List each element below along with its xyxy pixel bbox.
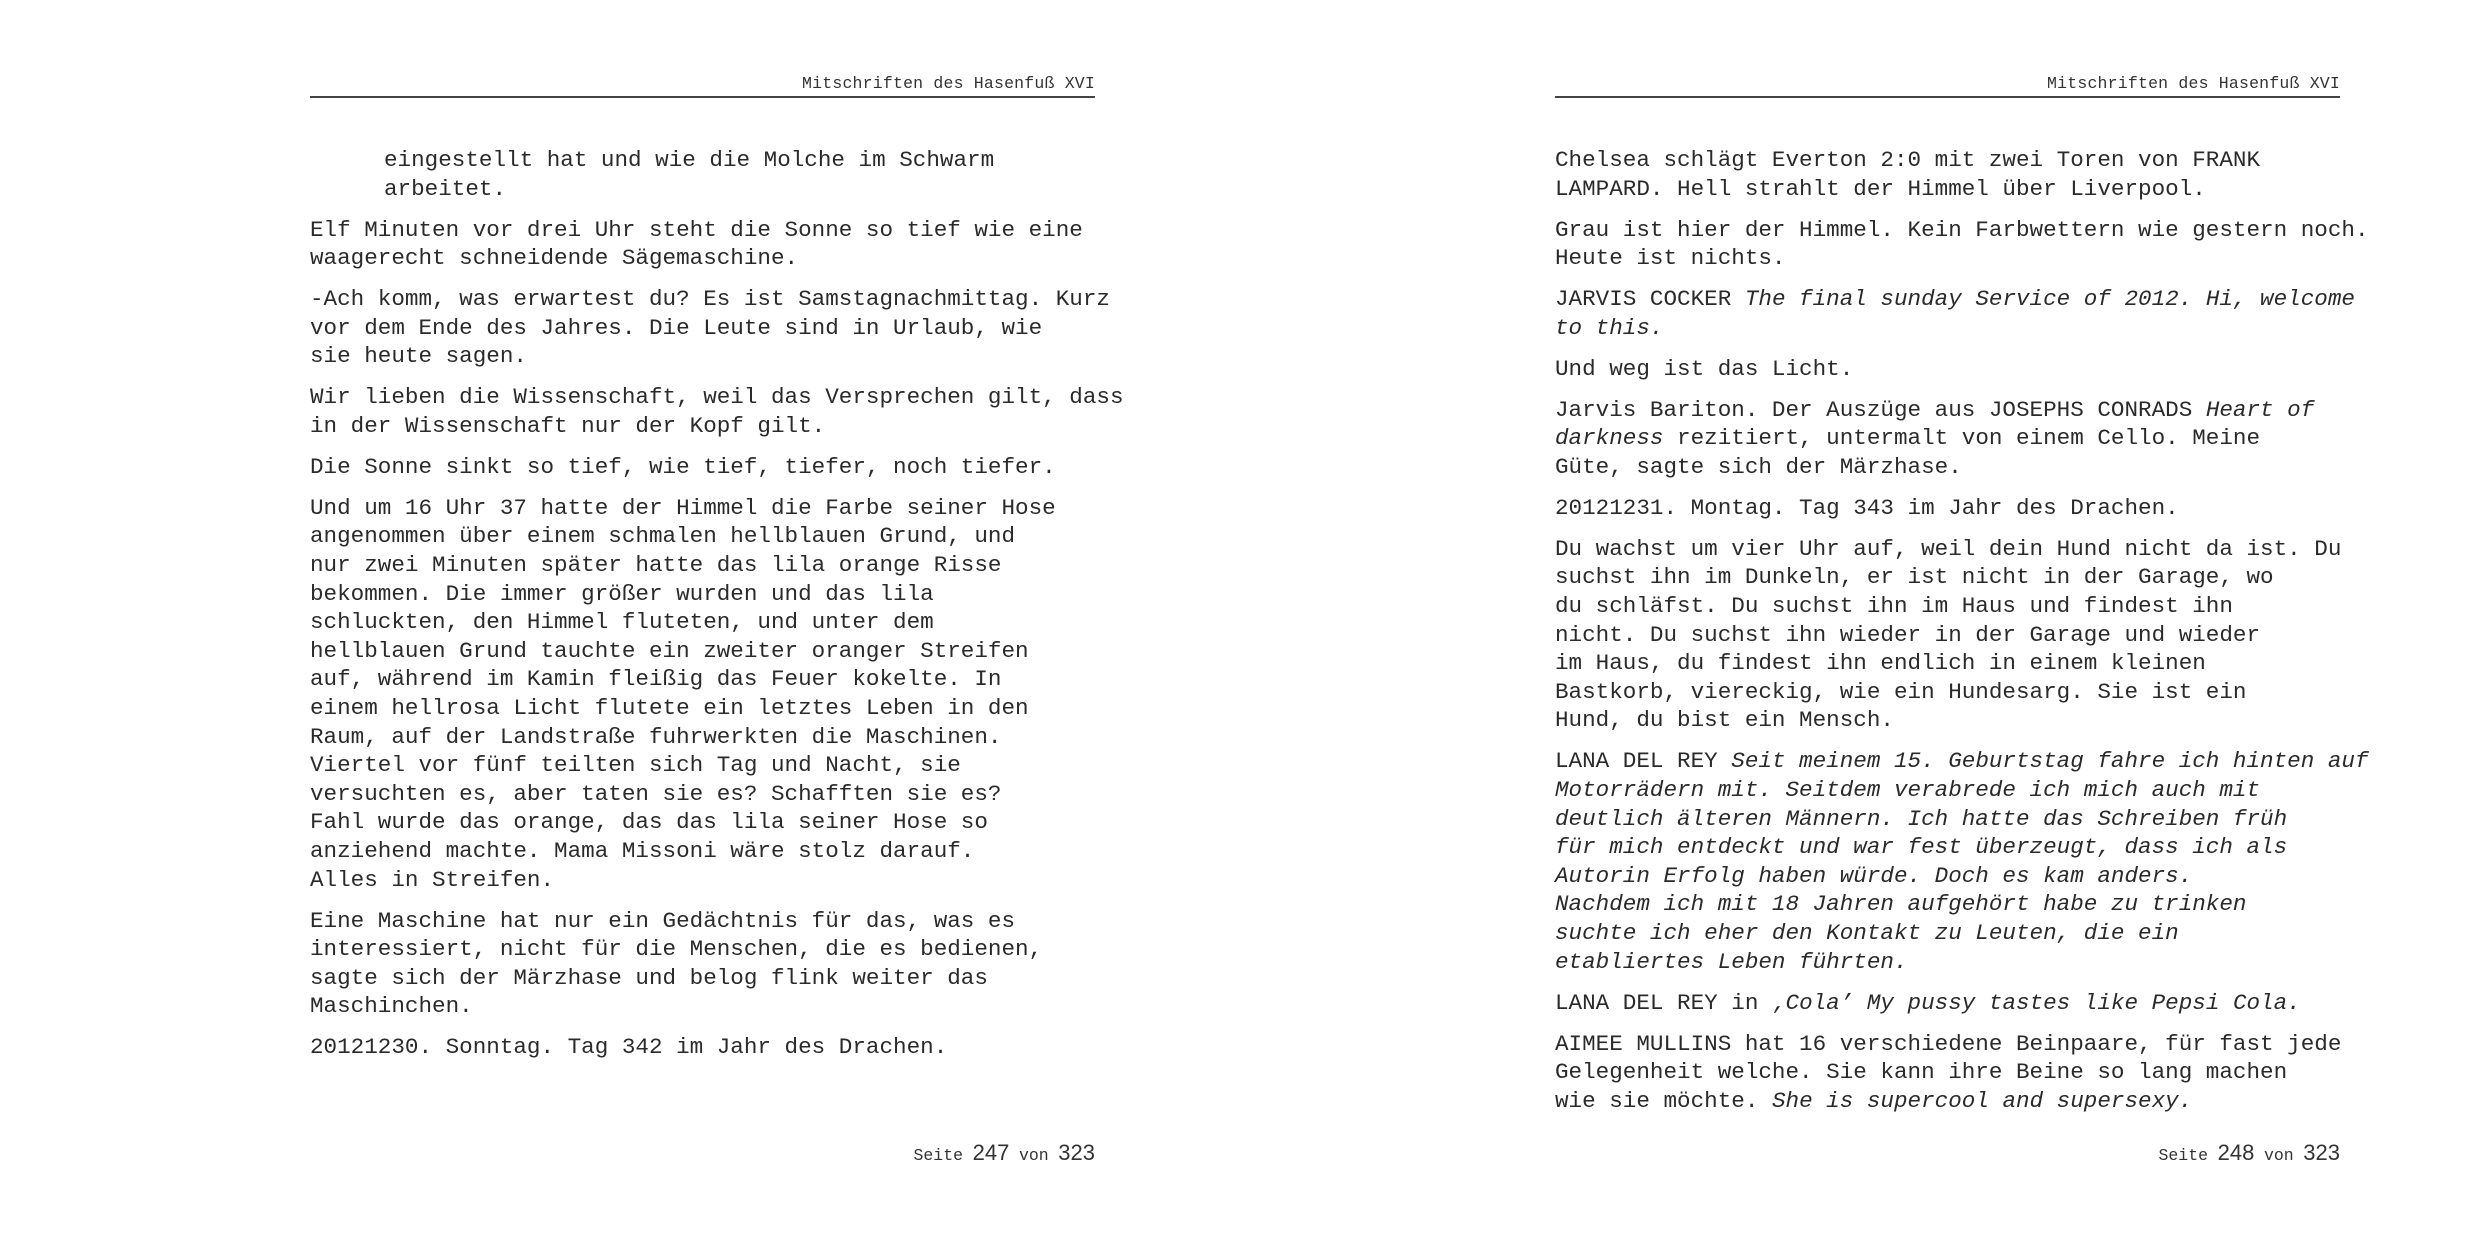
text-line: schluckten, den Himmel fluteten, und unter dem <box>310 609 934 636</box>
header-rule <box>1555 96 2340 98</box>
text-line: Gelegenheit welche. Sie kann ihre Beine so lang machen <box>1555 1059 2288 1086</box>
text-line: versuchten es, aber taten sie es? Schafften sie es? <box>310 780 1002 807</box>
text-line: -Ach komm, was erwartest du? Es ist Samstagnachmittag. Kurz <box>310 286 1110 313</box>
text-line: Alles in Streifen. <box>310 866 555 893</box>
text-line: Viertel vor fünf teilten sich Tag und Nacht, sie <box>310 752 961 779</box>
page-footer <box>1555 1140 2340 1166</box>
text-line: einem hellrosa Licht flutete ein letztes Leben in den <box>310 695 1029 722</box>
text-line: Nachdem ich mit 18 Jahren aufgehört habe zu trinken <box>1555 891 2247 918</box>
page-footer <box>310 1140 1095 1166</box>
text-line: arbeitet. <box>384 175 507 202</box>
paragraph <box>1555 535 2355 735</box>
text-line: suchte ich eher den Kontakt zu Leuten, die ein <box>1555 919 2179 946</box>
text-line <box>1555 1087 2355 1116</box>
page-body <box>310 146 1124 1074</box>
text-line: hellblauen Grund tauchte ein zweiter oranger Streifen <box>310 637 1029 664</box>
text-line: vor dem Ende des Jahres. Die Leute sind in Urlaub, wie <box>310 314 1043 341</box>
text-line: in der Wissenschaft nur der Kopf gilt. <box>310 412 826 439</box>
text-line: für mich entdeckt und war fest überzeugt, dass ich als <box>1555 834 2288 861</box>
total-pages: 323 <box>1058 1140 1095 1165</box>
text-line: bekommen. Die immer größer wurden und das lila <box>310 580 934 607</box>
right-page <box>1555 0 2369 1240</box>
text-line <box>1555 314 2355 343</box>
book-title: Heart of <box>2205 396 2315 423</box>
text-line: deutlich älteren Männern. Ich hatte das Schreiben früh <box>1555 805 2288 832</box>
text-line <box>1555 424 2355 453</box>
text-line: Und um 16 Uhr 37 hatte der Himmel die Farbe seiner Hose <box>310 494 1056 521</box>
von-label: von <box>2263 1146 2294 1165</box>
text-line: Güte, sagte sich der Märzhase. <box>1555 453 1962 480</box>
left-page <box>310 0 1124 1240</box>
text-line: 20121230. Sonntag. Tag 342 im Jahr des Drachen. <box>310 1034 948 1061</box>
quote-text: The final sunday Service of 2012. Hi, welcome <box>1744 286 2355 313</box>
text-line: Elf Minuten vor drei Uhr steht die Sonne so tief wie eine <box>310 216 1083 243</box>
text-line: Eine Maschine hat nur ein Gedächtnis für das, was es <box>310 907 1016 934</box>
paragraph <box>1555 494 2355 523</box>
text-line: 20121231. Montag. Tag 343 im Jahr des Drachen. <box>1555 494 2179 521</box>
header-rule <box>310 96 1095 98</box>
page-body <box>1555 146 2369 1128</box>
text-line: nur zwei Minuten später hatte das lila orange Risse <box>310 552 1002 579</box>
song-quote: ‚Cola’ My pussy tastes like Pepsi Cola. <box>1771 989 2301 1016</box>
text-line: nicht. Du suchst ihn wieder in der Garage und wieder <box>1555 621 2261 648</box>
text-line: Bastkorb, viereckig, wie ein Hundesarg. Sie ist ein <box>1555 678 2247 705</box>
text-line: Chelsea schlägt Everton 2:0 mit zwei Toren von FRANK <box>1555 147 2261 173</box>
text-line: eingestellt hat und wie die Molche im Schwarm <box>384 147 995 173</box>
text-line: interessiert, nicht für die Menschen, die es bedienen, <box>310 936 1043 963</box>
running-header: Mitschriften des Hasenfuß XVI <box>2047 74 2340 93</box>
text-line <box>1555 989 2355 1018</box>
text-line <box>1555 747 2369 776</box>
text-line: Du wachst um vier Uhr auf, weil dein Hund nicht da ist. Du <box>1555 535 2342 562</box>
running-header: Mitschriften des Hasenfuß XVI <box>802 74 1095 93</box>
speaker-name: LANA DEL REY <box>1555 748 1718 775</box>
text-line: Hund, du bist ein Mensch. <box>1555 707 1894 734</box>
text-line: angenommen über einem schmalen hellblauen Grund, und <box>310 523 1016 550</box>
quote-text: Seit meinem 15. Geburtstag fahre ich hinten auf <box>1731 748 2369 775</box>
text-line: anziehend machte. Mama Missoni wäre stolz darauf. <box>310 838 975 865</box>
speaker-name: JARVIS COCKER <box>1555 286 1732 313</box>
paragraph <box>1555 146 2355 203</box>
text-line: suchst ihn im Dunkeln, er ist nicht in der Garage, wo <box>1555 564 2274 591</box>
text-line: im Haus, du findest ihn endlich in einem kleinen <box>1555 650 2206 677</box>
paragraph <box>310 146 1110 203</box>
paragraph <box>310 383 1124 440</box>
text-line: Die Sonne sinkt so tief, wie tief, tiefer, noch tiefer. <box>310 453 1056 480</box>
paragraph <box>1555 396 2355 482</box>
paragraph <box>310 285 1110 371</box>
text-line: AIMEE MULLINS hat 16 verschiedene Beinpaare, für fast jede <box>1555 1030 2342 1057</box>
paragraph <box>1555 355 2355 384</box>
paragraph <box>310 907 1110 1021</box>
text-line: Autorin Erfolg haben würde. Doch es kam anders. <box>1555 862 2193 889</box>
text-line: Maschinchen. <box>310 993 473 1020</box>
text-line <box>1555 285 2355 314</box>
text-line: du schläfst. Du suchst ihn im Haus und findest ihn <box>1555 593 2233 620</box>
text-line: sie heute sagen. <box>310 343 527 370</box>
text-line: Motorrädern mit. Seitdem verabrede ich mich auch mit <box>1555 777 2261 804</box>
text-line: Wir lieben die Wissenschaft, weil das Versprechen gilt, dass <box>310 384 1124 411</box>
page-number: 248 <box>2217 1140 2255 1165</box>
von-label: von <box>1018 1146 1049 1165</box>
paragraph <box>310 494 1110 894</box>
paragraph <box>310 216 1110 273</box>
text-line <box>1555 396 2355 425</box>
text-line: Heute ist nichts. <box>1555 245 1786 272</box>
plain-text: wie sie möchte. <box>1555 1087 1759 1114</box>
text-line: Grau ist hier der Himmel. Kein Farbwettern wie gestern noch. <box>1555 216 2369 243</box>
quote-text: She is supercool and supersexy. <box>1771 1087 2193 1114</box>
paragraph <box>310 1033 1110 1062</box>
quote-text: to this. <box>1555 314 1664 341</box>
text-line: Raum, auf der Landstraße fuhrwerkten die Maschinen. <box>310 723 1002 750</box>
seite-label: Seite <box>2158 1146 2209 1165</box>
seite-label: Seite <box>913 1146 964 1165</box>
text-line: Und weg ist das Licht. <box>1555 355 1854 382</box>
text-line: etabliertes Leben führten. <box>1555 948 1908 975</box>
text-line: sagte sich der Märzhase und belog flink weiter das <box>310 964 988 991</box>
plain-text: Jarvis Bariton. Der Auszüge aus JOSEPHS CONRADS <box>1555 396 2193 423</box>
paragraph <box>1555 747 2369 976</box>
page-number: 247 <box>972 1140 1010 1165</box>
paragraph <box>310 453 1110 482</box>
text-line: Fahl wurde das orange, das das lila seiner Hose so <box>310 809 988 836</box>
plain-text: LANA DEL REY in <box>1555 989 1759 1016</box>
total-pages: 323 <box>2303 1140 2340 1165</box>
paragraph <box>1555 1030 2355 1116</box>
text-line: LAMPARD. Hell strahlt der Himmel über Liverpool. <box>1555 175 2206 202</box>
paragraph <box>1555 285 2355 342</box>
book-title: darkness <box>1555 425 1664 452</box>
paragraph <box>1555 216 2369 273</box>
plain-text: rezitiert, untermalt von einem Cello. Meine <box>1677 425 2261 452</box>
paragraph <box>1555 989 2355 1018</box>
text-line: auf, während im Kamin fleißig das Feuer kokelte. In <box>310 666 1002 693</box>
text-line: waagerecht schneidende Sägemaschine. <box>310 245 799 272</box>
